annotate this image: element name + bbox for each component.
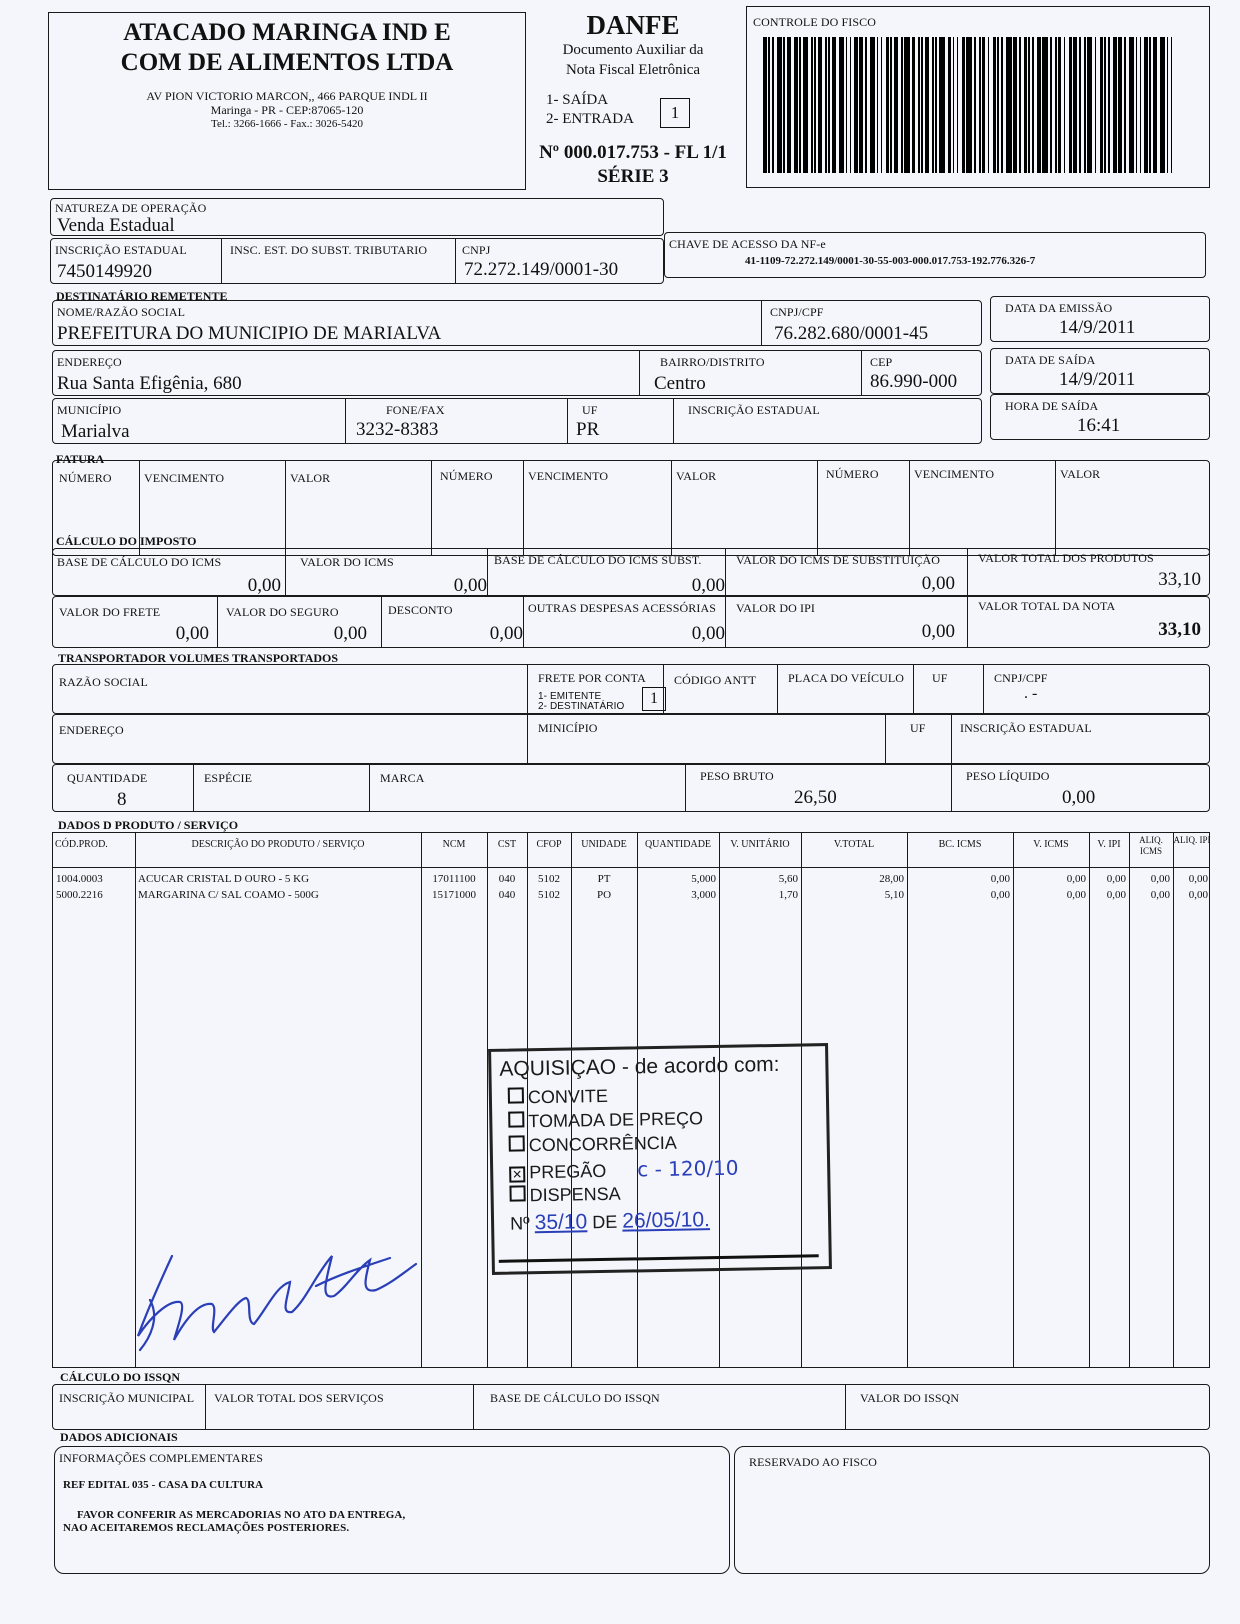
fatura-venc-2: VENCIMENTO [528, 469, 609, 483]
fatura-valor-2-cell [671, 461, 717, 555]
produto-cell: 040 [498, 873, 516, 885]
icms-subst-label: VALOR DO ICMS DE SUBSTITUIÇÃO [736, 553, 941, 567]
danfe-block [526, 8, 740, 190]
stamp-checkbox-icon [508, 1111, 524, 1127]
transp-frete-label: FRETE POR CONTA [538, 671, 646, 685]
produtos-header-cell: CÓD.PROD. [55, 839, 108, 850]
produto-cell: 3,000 [691, 889, 716, 901]
transp-peso-liq-value: 0,00 [1062, 787, 1096, 808]
stamp-op4-row [509, 1156, 739, 1184]
destinatario-nome-row [52, 300, 982, 346]
danfe-tipo: 1 [670, 103, 680, 122]
produtos-header-cell: V. UNITÁRIO [730, 839, 790, 850]
stamp-checkbox-icon [509, 1135, 525, 1151]
desconto-value: 0,00 [489, 623, 523, 644]
produtos-header-cell: NCM [442, 839, 466, 850]
ie-label: INSCRIÇÃO ESTADUAL [55, 243, 187, 257]
fatura-numero-2: NÚMERO [440, 469, 493, 483]
emitente-telefone: Tel.: 3266-1666 - Fax.: 3026-5420 [211, 118, 363, 130]
produto-cell: 0,00 [1106, 873, 1126, 885]
stamp-op2-row [508, 1108, 703, 1132]
insc-subst-label: INSC. EST. DO SUBST. TRIBUTARIO [230, 243, 428, 257]
emitente-nome-1: ATACADO MARINGA IND E [123, 19, 451, 46]
hora-saida-box [990, 394, 1210, 440]
produto-cell: 0,00 [1150, 873, 1170, 885]
produtos-header-cell: V. ICMS [1033, 839, 1069, 850]
chave-value: 41-1109-72.272.149/0001-30-55-003-000.017.753-192.776.326-7 [745, 255, 1036, 267]
natureza-value: Venda Estadual [57, 215, 175, 236]
transp-uf2-label: UF [910, 721, 926, 735]
fatura-numero-3-cell [817, 461, 879, 555]
data-saida-value: 14/9/2011 [1059, 369, 1136, 390]
base-icms-value: 0,00 [247, 575, 281, 596]
total-nota-label: VALOR TOTAL DA NOTA [978, 599, 1116, 613]
stamp-numero: 35/10 [534, 1210, 588, 1235]
transp-cnpj-label: CNPJ/CPF [994, 671, 1048, 685]
danfe-numero: Nº 000.017.753 - FL 1/1 [539, 142, 727, 163]
dest-ie-label: INSCRIÇÃO ESTADUAL [688, 403, 820, 417]
transp-uf-cell [913, 665, 948, 713]
info-ref: REF EDITAL 035 - CASA DA CULTURA [63, 1479, 264, 1491]
produto-cell: 28,00 [879, 873, 904, 885]
barcode [763, 37, 1181, 173]
ipi-cell [725, 597, 815, 647]
dest-nome-value: PREFEITURA DO MUNICIPIO DE MARIALVA [57, 323, 442, 344]
outras-label: OUTRAS DESPESAS ACESSÓRIAS [528, 601, 716, 615]
produto-cell: 0,00 [1066, 873, 1086, 885]
transp-qtd-value: 8 [117, 789, 127, 810]
valor-icms-value: 0,00 [453, 575, 487, 596]
fatura-venc-3: VENCIMENTO [914, 467, 995, 481]
emitente-endereco: AV PION VICTORIO MARCON,, 466 PARQUE INDL II [146, 89, 428, 103]
produtos-col-divider [907, 833, 908, 1367]
chave-label: CHAVE DE ACESSO DA NF-e [669, 237, 826, 251]
transp-peso-liq-label: PESO LÍQUIDO [966, 769, 1050, 783]
transp-cnpj-value: . - [1024, 685, 1038, 702]
base-subst-cell [487, 549, 702, 595]
valor-icms-cell [285, 549, 394, 595]
dest-cnpj-cell [761, 301, 929, 345]
produto-cell: 5000.2216 [56, 889, 103, 901]
ie-row [50, 238, 664, 284]
fatura-numero-2-cell [431, 461, 493, 555]
produto-cell: 040 [498, 889, 516, 901]
cnpj-label: CNPJ [462, 243, 491, 257]
icms-subst-value: 0,00 [921, 573, 955, 594]
data-emissao-value: 14/9/2011 [1059, 317, 1136, 338]
stamp-op3: CONCORRÊNCIA [528, 1132, 677, 1156]
aquisicao-stamp [488, 1043, 832, 1275]
cnpj-value: 72.272.149/0001-30 [464, 259, 619, 280]
base-icms-label: BASE DE CÁLCULO DO ICMS [57, 555, 222, 569]
total-nota-value: 33,10 [1158, 619, 1201, 640]
produto-descricao: MARGARINA C/ SAL COAMO - 500G [138, 889, 319, 901]
destinatario-endereco-row [52, 350, 982, 396]
transporte-row-2 [52, 714, 1210, 764]
transp-municipio-label: MINICÍPIO [538, 721, 598, 735]
produtos-col-divider [487, 833, 488, 1367]
transp-frete-op1: 1- EMITENTE [538, 691, 602, 702]
frete-label: VALOR DO FRETE [59, 605, 161, 619]
transp-razao-label: RAZÃO SOCIAL [59, 675, 148, 689]
produto-cell: 0,00 [1188, 873, 1208, 885]
stamp-title: AQUISIÇAO - de acordo com: [499, 1052, 780, 1081]
controle-fisco-label: CONTROLE DO FISCO [753, 15, 877, 29]
produto-cell: 5,10 [884, 889, 904, 901]
dest-bairro-label: BAIRRO/DISTRITO [660, 355, 765, 369]
issqn-valor-label: VALOR DO ISSQN [860, 1391, 960, 1405]
transp-ie-cell [951, 715, 1092, 763]
transp-placa-label: PLACA DO VEÍCULO [788, 671, 905, 685]
transp-ie-label: INSCRIÇÃO ESTADUAL [960, 721, 1092, 735]
reservado-fisco-label: RESERVADO AO FISCO [749, 1455, 877, 1469]
stamp-checkbox-icon [508, 1087, 524, 1103]
issqn-base-label: BASE DE CÁLCULO DO ISSQN [490, 1391, 660, 1405]
stamp-numero-row [510, 1208, 710, 1235]
dest-ie-cell [673, 399, 820, 443]
produtos-header-cell: ALIQ. ICMS [1139, 835, 1163, 856]
produto-cell: 1,70 [778, 889, 798, 901]
base-subst-label: BASE DE CÁLCULO DO ICMS SUBST. [494, 553, 702, 567]
seguro-value: 0,00 [333, 623, 367, 644]
desconto-cell [381, 597, 453, 647]
destinatario-section: DESTINATÁRIO REMETENTE [56, 289, 228, 303]
produtos-header-cell: ALIQ. IPI [1173, 835, 1211, 845]
transp-antt-label: CÓDIGO ANTT [674, 673, 757, 687]
stamp-op3-row [509, 1133, 677, 1157]
produtos-header-cell: V. IPI [1097, 839, 1121, 850]
transp-especie-label: ESPÉCIE [204, 771, 253, 785]
dest-cep-cell [861, 351, 958, 395]
fatura-valor-1-cell [285, 461, 331, 555]
dest-cnpj-label: CNPJ/CPF [770, 305, 824, 319]
ie-value: 7450149920 [57, 261, 152, 282]
dest-cnpj-value: 76.282.680/0001-45 [774, 323, 929, 344]
desconto-label: DESCONTO [388, 603, 453, 617]
ipi-label: VALOR DO IPI [736, 601, 815, 615]
emitente-cidade: Maringa - PR - CEP:87065-120 [210, 103, 364, 117]
fatura-valor-1: VALOR [290, 471, 331, 485]
dest-endereco-label: ENDEREÇO [57, 355, 122, 369]
signature [120, 1190, 440, 1360]
issqn-base-cell [473, 1385, 660, 1429]
hora-saida-value: 16:41 [1077, 415, 1121, 436]
produto-cell: 5102 [538, 889, 560, 901]
dest-cep-value: 86.990-000 [870, 371, 958, 392]
transp-qtd-label: QUANTIDADE [67, 771, 148, 785]
danfe-sub-2: Nota Fiscal Eletrônica [565, 62, 701, 78]
transp-peso-bruto-cell [685, 765, 837, 811]
dest-uf-label: UF [582, 403, 598, 417]
destinatario-municipio-row [52, 398, 982, 444]
ipi-value: 0,00 [921, 621, 955, 642]
produtos-col-divider [1013, 833, 1014, 1367]
produto-cell: 0,00 [1150, 889, 1170, 901]
danfe-entrada: 2- ENTRADA [546, 111, 634, 127]
transp-endereco-label: ENDEREÇO [59, 723, 124, 737]
frete-value: 0,00 [175, 623, 209, 644]
danfe-tipo-box [660, 98, 690, 128]
danfe-title: DANFE [586, 10, 680, 40]
produto-cell: 0,00 [1188, 889, 1208, 901]
produto-cell: PO [596, 889, 612, 901]
dest-fone-cell [345, 399, 445, 443]
transp-peso-liq-cell [951, 765, 1096, 811]
produtos-col-divider [1173, 833, 1174, 1367]
produto-cell: 1004.0003 [56, 873, 103, 885]
fatura-venc-1: VENCIMENTO [144, 471, 225, 485]
dest-endereco-value: Rua Santa Efigênia, 680 [57, 373, 242, 394]
info-complementares-box [54, 1446, 730, 1574]
stamp-de: DE [592, 1211, 618, 1233]
produtos-header-cell: BC. ICMS [938, 839, 982, 850]
issqn-total-cell [205, 1385, 384, 1429]
fatura-valor-3-cell [1055, 461, 1101, 555]
produtos-section: DADOS D PRODUTO / SERVIÇO [58, 818, 239, 832]
fatura-numero-1: NÚMERO [59, 471, 112, 485]
produtos-header-cell: UNIDADE [581, 839, 627, 850]
fatura-numero-3: NÚMERO [826, 467, 879, 481]
produto-cell: 0,00 [990, 873, 1010, 885]
danfe-sub-1: Documento Auxiliar da [562, 42, 704, 58]
transporte-row-1 [52, 664, 1210, 714]
stamp-op5: DISPENSA [529, 1183, 621, 1206]
stamp-numero-prefix: Nº [509, 1213, 530, 1234]
info-aviso-2: NAO ACEITAREMOS RECLAMAÇÕES POSTERIORES. [63, 1522, 350, 1534]
issqn-total-label: VALOR TOTAL DOS SERVIÇOS [214, 1391, 384, 1405]
produto-descricao: ACUCAR CRISTAL D OURO - 5 KG [138, 873, 310, 885]
produto-cell: 5,000 [691, 873, 716, 885]
produtos-header-cell: CFOP [536, 839, 562, 850]
cnpj-cell [455, 239, 619, 283]
produtos-col-divider [1089, 833, 1090, 1367]
transp-municipio-cell [527, 715, 598, 763]
imposto-row-1 [52, 548, 1210, 596]
dest-bairro-cell [639, 351, 765, 395]
stamp-op4: PREGÃO [529, 1160, 607, 1183]
transp-uf2-cell [885, 715, 926, 763]
issqn-row [52, 1384, 1210, 1430]
controle-fisco-box [746, 6, 1210, 188]
emitente-box [48, 12, 526, 190]
issqn-insc-label: INSCRIÇÃO MUNICIPAL [59, 1391, 195, 1405]
imposto-row-2 [52, 596, 1210, 648]
stamp-op2: TOMADA DE PREÇO [528, 1108, 704, 1132]
dest-municipio-value: Marialva [61, 421, 130, 442]
transporte-section: TRANSPORTADOR VOLUMES TRANSPORTADOS [58, 651, 339, 665]
adicionais-section: DADOS ADICIONAIS [60, 1430, 178, 1444]
stamp-op5-row [509, 1184, 620, 1207]
produto-cell: 5102 [538, 873, 560, 885]
produto-cell: 15171000 [432, 889, 476, 901]
data-saida-box [990, 348, 1210, 394]
dest-nome-label: NOME/RAZÃO SOCIAL [57, 305, 186, 319]
total-prod-cell [967, 549, 1154, 595]
produtos-header-cell: CST [497, 839, 517, 850]
transp-frete-op2: 2- DESTINATÁRIO [538, 701, 625, 712]
dest-bairro-value: Centro [654, 373, 706, 394]
fatura-valor-3: VALOR [1060, 467, 1101, 481]
produtos-col-divider [1129, 833, 1130, 1367]
produto-cell: 5,60 [778, 873, 798, 885]
stamp-op4-hand: c - 120/10 [637, 1155, 739, 1182]
fatura-venc-3-cell [909, 461, 995, 555]
transp-peso-bruto-value: 26,50 [794, 787, 837, 808]
total-prod-label: VALOR TOTAL DOS PRODUTOS [978, 551, 1154, 565]
fatura-valor-2: VALOR [676, 469, 717, 483]
dest-uf-cell [567, 399, 600, 443]
reservado-fisco-box [734, 1446, 1210, 1574]
transp-marca-label: MARCA [380, 771, 425, 785]
dest-fone-label: FONE/FAX [386, 403, 445, 417]
transp-antt-cell [663, 665, 757, 713]
emitente-nome-2: COM DE ALIMENTOS LTDA [120, 49, 454, 76]
transp-especie-cell [193, 765, 253, 811]
natureza-box [50, 198, 664, 236]
danfe-serie: SÉRIE 3 [597, 166, 669, 187]
total-prod-value: 33,10 [1158, 569, 1201, 590]
produtos-header-cell: DESCRIÇÃO DO PRODUTO / SERVIÇO [191, 839, 365, 850]
produtos-header-cell: QUANTIDADE [644, 839, 712, 850]
seguro-label: VALOR DO SEGURO [226, 605, 339, 619]
transp-frete-value: 1 [650, 690, 658, 707]
fatura-box [52, 460, 1210, 556]
data-emissao-box [990, 296, 1210, 342]
produto-cell: 0,00 [990, 889, 1010, 901]
issqn-section: CÁLCULO DO ISSQN [60, 1370, 181, 1384]
stamp-data: 26/05/10. [622, 1208, 711, 1233]
transp-peso-bruto-label: PESO BRUTO [700, 769, 774, 783]
produto-cell: 0,00 [1066, 889, 1086, 901]
data-emissao-label: DATA DA EMISSÃO [1005, 301, 1113, 315]
valor-icms-label: VALOR DO ICMS [300, 555, 394, 569]
total-nota-cell [967, 597, 1116, 647]
info-complementares-label: INFORMAÇÕES COMPLEMENTARES [59, 1451, 263, 1465]
hora-saida-label: HORA DE SAÍDA [1005, 399, 1099, 413]
transporte-row-3 [52, 764, 1210, 812]
data-saida-label: DATA DE SAÍDA [1005, 353, 1096, 367]
transp-placa-cell [777, 665, 905, 713]
stamp-checkbox-icon [509, 1185, 525, 1201]
dest-fone-value: 3232-8383 [356, 419, 439, 440]
dest-municipio-label: MUNICÍPIO [57, 403, 122, 417]
dest-uf-value: PR [576, 419, 600, 440]
issqn-valor-cell [845, 1385, 960, 1429]
seguro-cell [217, 597, 339, 647]
info-aviso-1: FAVOR CONFERIR AS MERCADORIAS NO ATO DA ENTREGA, [77, 1509, 406, 1521]
stamp-op1: CONVITE [527, 1085, 609, 1108]
insc-subst-cell [221, 239, 428, 283]
stamp-line [499, 1254, 819, 1263]
stamp-op1-row [508, 1086, 608, 1109]
base-subst-value: 0,00 [691, 575, 725, 596]
danfe-saida: 1- SAÍDA [546, 92, 609, 108]
chave-box [664, 232, 1206, 278]
produtos-header-cell: V.TOTAL [833, 839, 875, 850]
natureza-label: NATUREZA DE OPERAÇÃO [55, 201, 207, 215]
outras-value: 0,00 [691, 623, 725, 644]
transp-marca-cell [369, 765, 425, 811]
transp-cnpj-cell [983, 665, 1048, 713]
imposto-section: CÁLCULO DO IMPOSTO [56, 534, 197, 548]
produtos-header-line [53, 867, 1209, 868]
dest-cep-label: CEP [870, 355, 893, 369]
produto-cell: 0,00 [1106, 889, 1126, 901]
produto-cell: 17011100 [432, 873, 476, 885]
transp-frete-cell [527, 665, 658, 713]
transp-uf-label: UF [932, 671, 948, 685]
fatura-section: FATURA [56, 452, 105, 466]
fatura-venc-2-cell [523, 461, 609, 555]
produto-cell: PT [597, 873, 611, 885]
stamp-checked-icon: ✕ [509, 1166, 525, 1182]
